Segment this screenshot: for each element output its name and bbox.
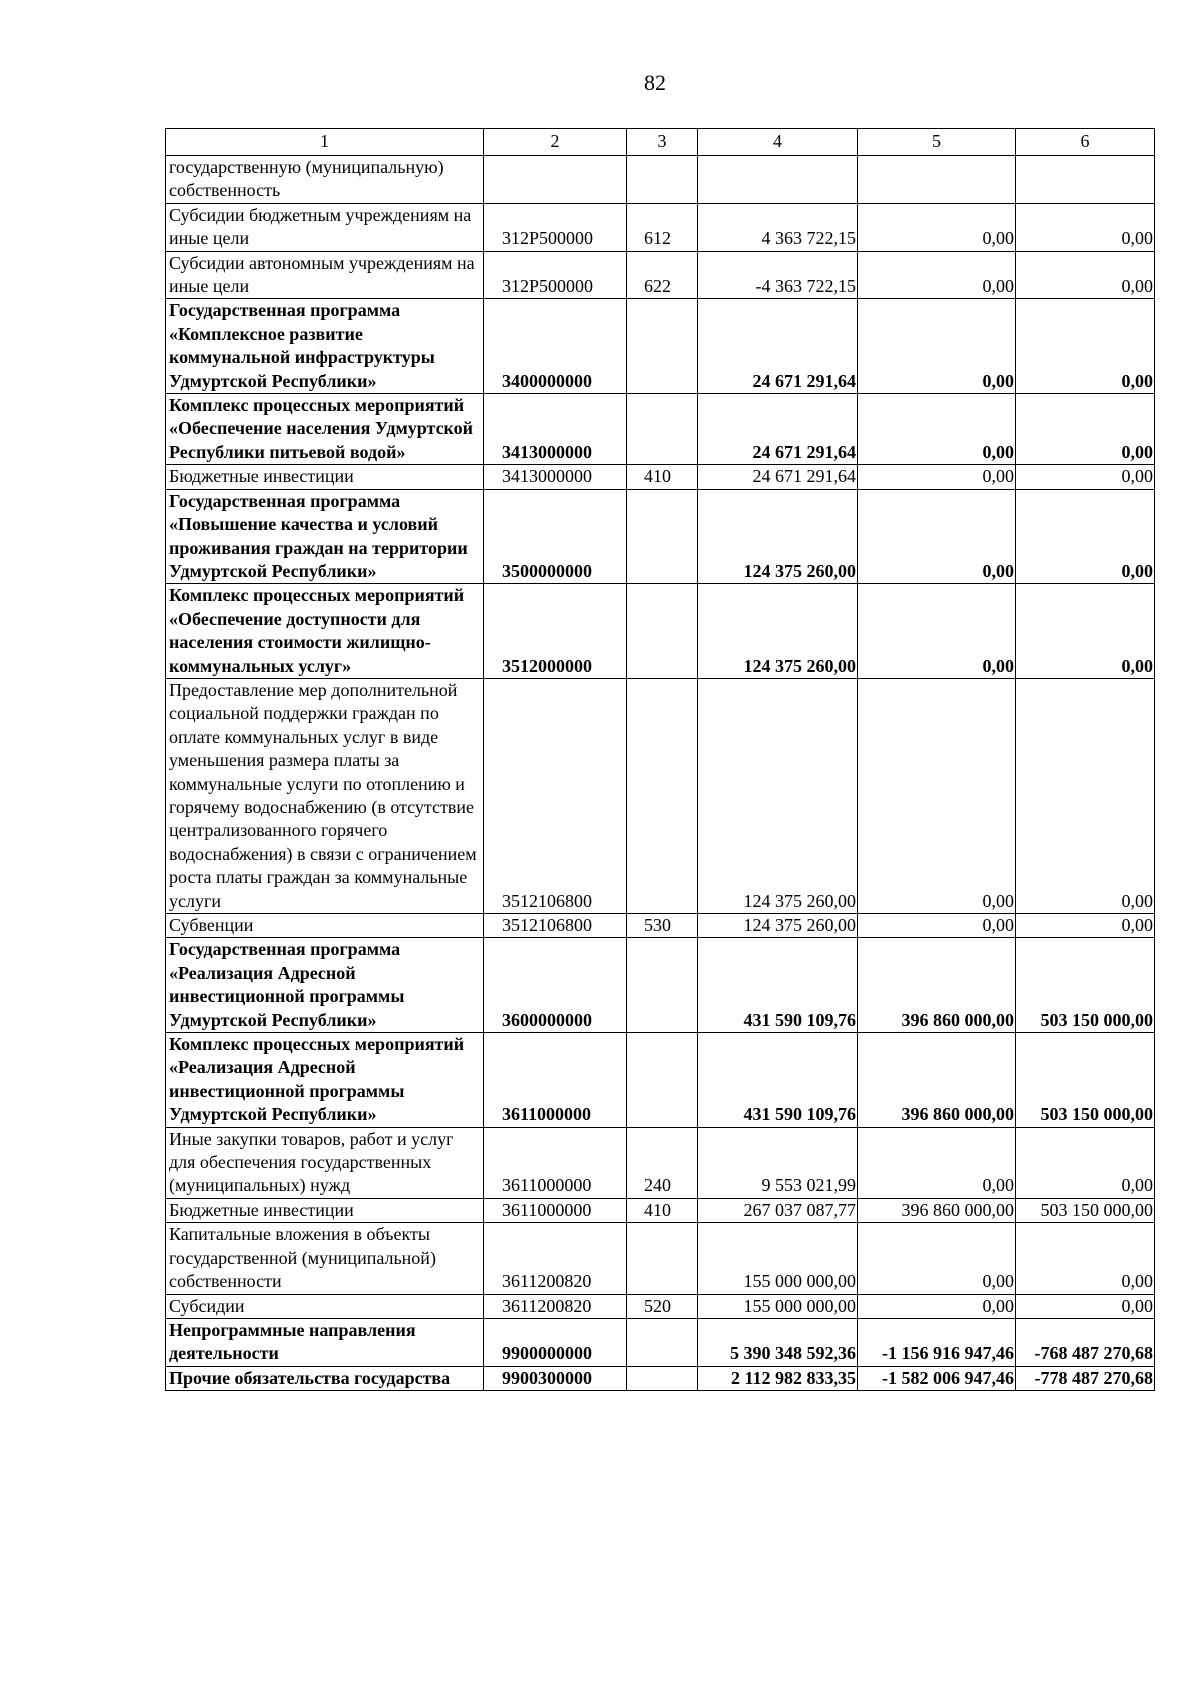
amount-col4-cell: 124 375 260,00: [698, 914, 858, 938]
item-name-cell: Комплекс процессных мероприятий «Обеспечение доступности для населения стоимости жилищно-коммунальных услуг»: [166, 584, 484, 679]
amount-col4-cell: -4 363 722,15: [698, 251, 858, 299]
amount-col6-cell: 0,00: [1016, 1127, 1155, 1198]
table-row: [166, 1223, 1155, 1294]
target-code-cell: 3413000000: [484, 394, 627, 465]
target-code-cell: 3611200820: [484, 1294, 627, 1318]
target-code-cell: 312P500000: [484, 251, 627, 299]
amount-col4-cell: 124 375 260,00: [698, 584, 858, 679]
amount-col5-cell: [858, 156, 1016, 204]
amount-col4-cell: 124 375 260,00: [698, 678, 858, 913]
amount-col6-cell: -778 487 270,68: [1016, 1366, 1155, 1390]
target-code-cell: 3611200820: [484, 1223, 627, 1294]
amount-col5-cell: 0,00: [858, 678, 1016, 913]
table-row: [166, 1033, 1155, 1128]
expense-type-cell: [627, 394, 698, 465]
item-name-cell: Государственная программа «Комплексное развитие коммунальной инфраструктуры Удмуртской Республики»: [166, 299, 484, 394]
target-code-cell: 312P500000: [484, 203, 627, 251]
budget-table: [165, 128, 1155, 1391]
target-code-cell: 3611000000: [484, 1198, 627, 1222]
amount-col5-cell: 396 860 000,00: [858, 1198, 1016, 1222]
amount-col6-cell: 0,00: [1016, 584, 1155, 679]
amount-col5-cell: 396 860 000,00: [858, 1033, 1016, 1128]
expense-type-cell: 410: [627, 1198, 698, 1222]
item-name-cell: государственную (муниципальную) собственность: [166, 156, 484, 204]
target-code-cell: 3600000000: [484, 938, 627, 1033]
target-code-cell: 3611000000: [484, 1033, 627, 1128]
table-row: [166, 251, 1155, 299]
amount-col5-cell: 0,00: [858, 489, 1016, 584]
target-code-cell: 9900300000: [484, 1366, 627, 1390]
target-code-cell: 3611000000: [484, 1127, 627, 1198]
table-row: [166, 489, 1155, 584]
expense-type-cell: [627, 299, 698, 394]
target-code-cell: 9900000000: [484, 1318, 627, 1366]
item-name-cell: Бюджетные инвестиции: [166, 1198, 484, 1222]
table-row: [166, 1318, 1155, 1366]
item-name-cell: Непрограммные направления деятельности: [166, 1318, 484, 1366]
amount-col6-cell: 0,00: [1016, 914, 1155, 938]
expense-type-cell: 612: [627, 203, 698, 251]
amount-col4-cell: 155 000 000,00: [698, 1223, 858, 1294]
expense-type-cell: 530: [627, 914, 698, 938]
expense-type-cell: 410: [627, 465, 698, 489]
table-row: [166, 678, 1155, 913]
item-name-cell: Государственная программа «Повышение качества и условий проживания граждан на территории Удмуртской Республики»: [166, 489, 484, 584]
amount-col4-cell: 24 671 291,64: [698, 299, 858, 394]
amount-col6-cell: 0,00: [1016, 251, 1155, 299]
item-name-cell: Субсидии бюджетным учреждениям на иные цели: [166, 203, 484, 251]
target-code-cell: [484, 156, 627, 204]
table-row: [166, 465, 1155, 489]
amount-col6-cell: 503 150 000,00: [1016, 1033, 1155, 1128]
amount-col6-cell: 0,00: [1016, 203, 1155, 251]
target-code-cell: 3512106800: [484, 678, 627, 913]
amount-col5-cell: 0,00: [858, 299, 1016, 394]
amount-col6-cell: 503 150 000,00: [1016, 938, 1155, 1033]
amount-col4-cell: 5 390 348 592,36: [698, 1318, 858, 1366]
table-row: [166, 1294, 1155, 1318]
amount-col5-cell: 0,00: [858, 394, 1016, 465]
amount-col5-cell: 0,00: [858, 584, 1016, 679]
column-header: 5: [858, 129, 1016, 156]
expense-type-cell: [627, 1033, 698, 1128]
amount-col4-cell: 24 671 291,64: [698, 394, 858, 465]
amount-col6-cell: 0,00: [1016, 1223, 1155, 1294]
page-number: 82: [644, 70, 666, 95]
table-row: [166, 1366, 1155, 1390]
expense-type-cell: [627, 584, 698, 679]
amount-col6-cell: -768 487 270,68: [1016, 1318, 1155, 1366]
table-row: [166, 394, 1155, 465]
amount-col6-cell: 0,00: [1016, 1294, 1155, 1318]
table-row: [166, 938, 1155, 1033]
amount-col5-cell: -1 156 916 947,46: [858, 1318, 1016, 1366]
amount-col5-cell: 396 860 000,00: [858, 938, 1016, 1033]
item-name-cell: Иные закупки товаров, работ и услуг для обеспечения государственных (муниципальных) нужд: [166, 1127, 484, 1198]
item-name-cell: Субвенции: [166, 914, 484, 938]
amount-col4-cell: 9 553 021,99: [698, 1127, 858, 1198]
expense-type-cell: 240: [627, 1127, 698, 1198]
table-row: [166, 1127, 1155, 1198]
target-code-cell: 3512000000: [484, 584, 627, 679]
expense-type-cell: [627, 678, 698, 913]
column-header: 1: [166, 129, 484, 156]
amount-col6-cell: 0,00: [1016, 394, 1155, 465]
table-row: [166, 203, 1155, 251]
amount-col6-cell: 0,00: [1016, 299, 1155, 394]
target-code-cell: 3512106800: [484, 914, 627, 938]
table-row: [166, 156, 1155, 204]
expense-type-cell: [627, 938, 698, 1033]
item-name-cell: Предоставление мер дополнительной социальной поддержки граждан по оплате коммунальных услуг в виде уменьшения размера платы за коммунальные услуги по отоплению и горячему водоснабжению (в отсутствие централизованного горячего водоснабжения) в связи с ограничением роста платы граждан за коммунальные услуги: [166, 678, 484, 913]
target-code-cell: 3413000000: [484, 465, 627, 489]
expense-type-cell: [627, 1223, 698, 1294]
amount-col6-cell: [1016, 156, 1155, 204]
item-name-cell: Государственная программа «Реализация Адресной инвестиционной программы Удмуртской Республики»: [166, 938, 484, 1033]
column-header: 3: [627, 129, 698, 156]
amount-col4-cell: 24 671 291,64: [698, 465, 858, 489]
amount-col4-cell: 155 000 000,00: [698, 1294, 858, 1318]
expense-type-cell: [627, 1366, 698, 1390]
amount-col5-cell: -1 582 006 947,46: [858, 1366, 1016, 1390]
expense-type-cell: 622: [627, 251, 698, 299]
amount-col4-cell: 124 375 260,00: [698, 489, 858, 584]
amount-col4-cell: 431 590 109,76: [698, 1033, 858, 1128]
expense-type-cell: [627, 489, 698, 584]
table-row: [166, 584, 1155, 679]
item-name-cell: Прочие обязательства государства: [166, 1366, 484, 1390]
item-name-cell: Комплекс процессных мероприятий «Реализация Адресной инвестиционной программы Удмуртской Республики»: [166, 1033, 484, 1128]
amount-col5-cell: 0,00: [858, 914, 1016, 938]
amount-col6-cell: 0,00: [1016, 489, 1155, 584]
table-row: [166, 299, 1155, 394]
table-row: [166, 1198, 1155, 1222]
amount-col4-cell: 267 037 087,77: [698, 1198, 858, 1222]
column-header: 2: [484, 129, 627, 156]
amount-col6-cell: 503 150 000,00: [1016, 1198, 1155, 1222]
target-code-cell: 3500000000: [484, 489, 627, 584]
amount-col5-cell: 0,00: [858, 1294, 1016, 1318]
amount-col4-cell: 4 363 722,15: [698, 203, 858, 251]
amount-col5-cell: 0,00: [858, 465, 1016, 489]
table-header-row: [166, 129, 1155, 156]
table-row: [166, 914, 1155, 938]
amount-col5-cell: 0,00: [858, 251, 1016, 299]
amount-col6-cell: 0,00: [1016, 678, 1155, 913]
expense-type-cell: 520: [627, 1294, 698, 1318]
item-name-cell: Бюджетные инвестиции: [166, 465, 484, 489]
expense-type-cell: [627, 156, 698, 204]
amount-col5-cell: 0,00: [858, 1127, 1016, 1198]
amount-col4-cell: 2 112 982 833,35: [698, 1366, 858, 1390]
amount-col4-cell: [698, 156, 858, 204]
item-name-cell: Капитальные вложения в объекты государственной (муниципальной) собственности: [166, 1223, 484, 1294]
amount-col5-cell: 0,00: [858, 1223, 1016, 1294]
amount-col6-cell: 0,00: [1016, 465, 1155, 489]
column-header: 6: [1016, 129, 1155, 156]
target-code-cell: 3400000000: [484, 299, 627, 394]
item-name-cell: Субсидии: [166, 1294, 484, 1318]
item-name-cell: Комплекс процессных мероприятий «Обеспечение населения Удмуртской Республики питьевой водой»: [166, 394, 484, 465]
expense-type-cell: [627, 1318, 698, 1366]
amount-col5-cell: 0,00: [858, 203, 1016, 251]
amount-col4-cell: 431 590 109,76: [698, 938, 858, 1033]
column-header: 4: [698, 129, 858, 156]
item-name-cell: Субсидии автономным учреждениям на иные цели: [166, 251, 484, 299]
